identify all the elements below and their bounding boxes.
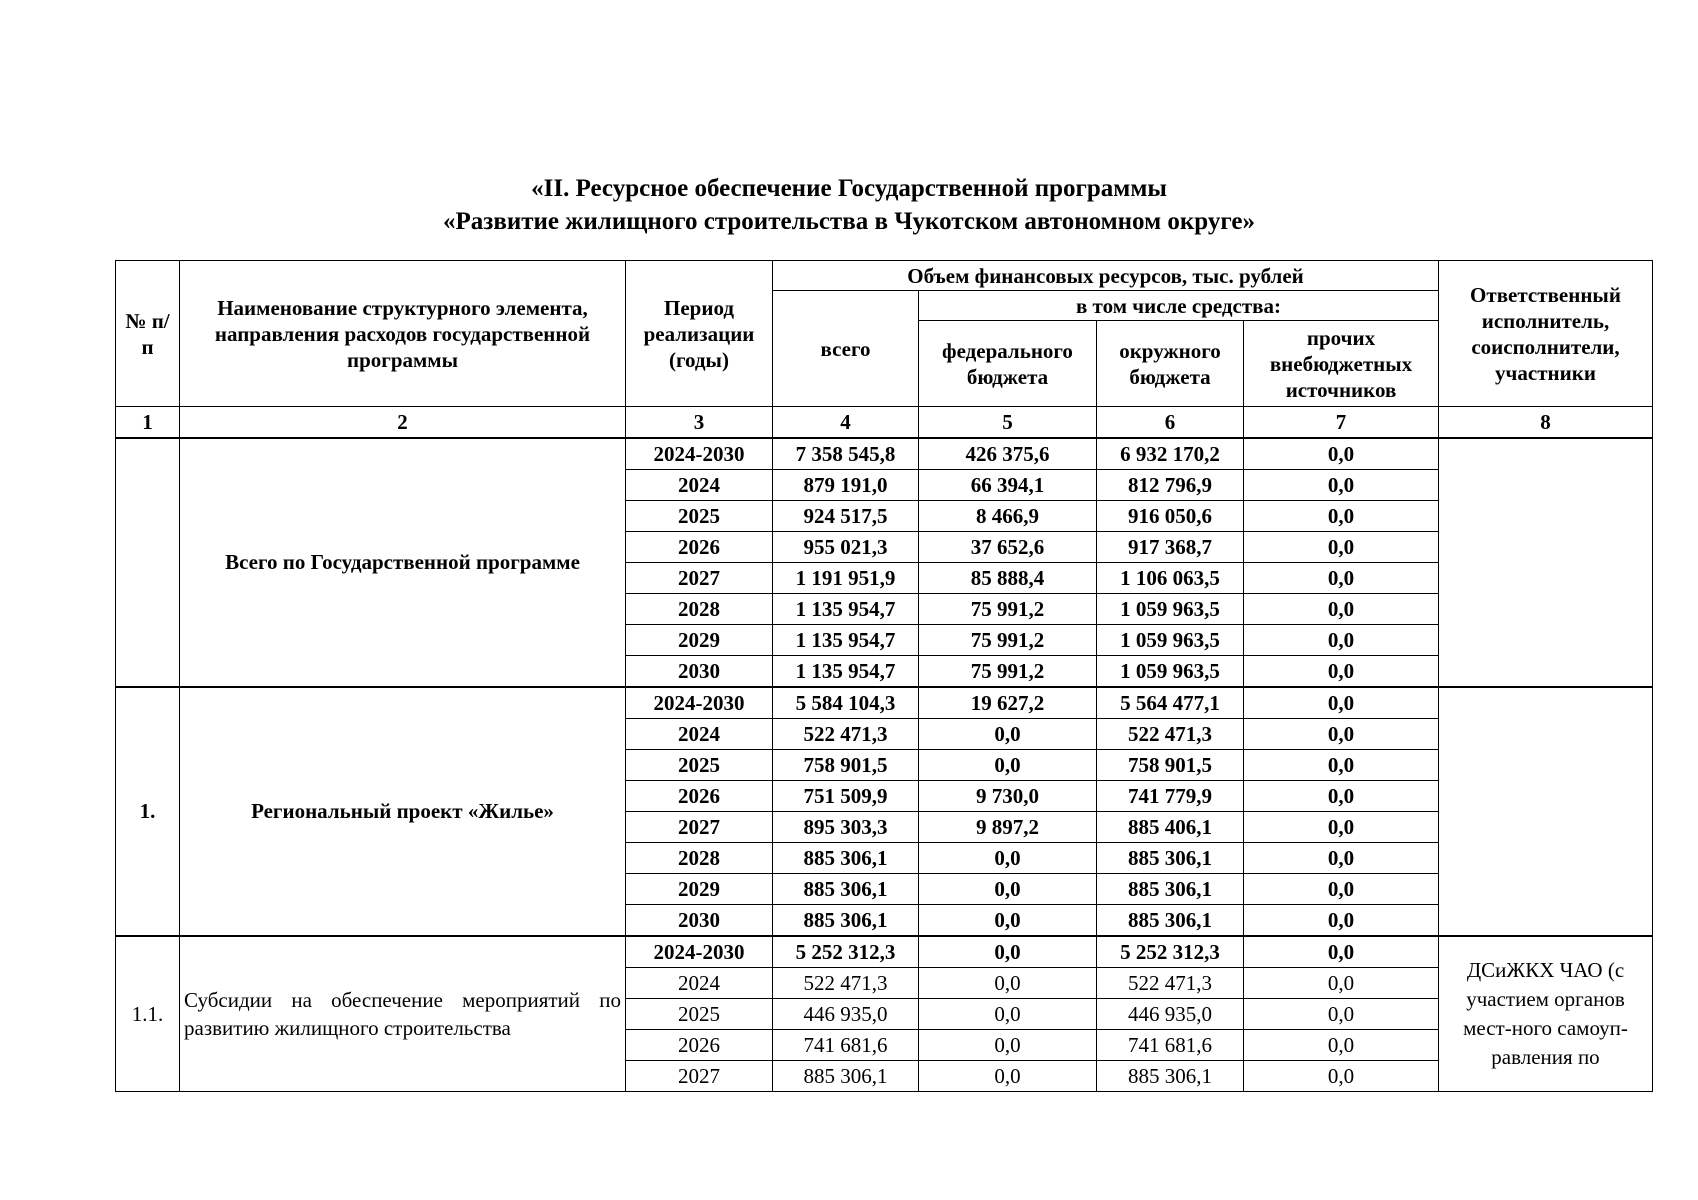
cell-district: 1 059 963,5 [1097,625,1244,656]
cell-total: 758 901,5 [773,750,919,781]
cell-period: 2024-2030 [626,936,773,968]
cell-other: 0,0 [1244,470,1439,501]
col-number: 4 [773,407,919,439]
col-number: 5 [919,407,1097,439]
responsible-executor [1439,687,1653,936]
header-responsible: Ответственный исполнитель, соисполнители, участники [1439,261,1653,407]
cell-federal: 426 375,6 [919,438,1097,470]
cell-district: 916 050,6 [1097,501,1244,532]
cell-federal: 75 991,2 [919,656,1097,688]
responsible-executor: ДСиЖКХ ЧАО (с участием органов мест-ного самоуп-равления по [1439,936,1653,1092]
cell-other: 0,0 [1244,719,1439,750]
cell-period: 2029 [626,625,773,656]
table-body [116,438,1653,1092]
cell-total: 522 471,3 [773,719,919,750]
cell-period: 2026 [626,1030,773,1061]
col-number: 6 [1097,407,1244,439]
col-number: 8 [1439,407,1653,439]
cell-federal: 0,0 [919,750,1097,781]
cell-other: 0,0 [1244,438,1439,470]
cell-other: 0,0 [1244,1061,1439,1092]
cell-district: 446 935,0 [1097,999,1244,1030]
cell-federal: 0,0 [919,843,1097,874]
cell-district: 885 406,1 [1097,812,1244,843]
cell-period: 2030 [626,905,773,937]
cell-other: 0,0 [1244,781,1439,812]
cell-district: 1 059 963,5 [1097,594,1244,625]
cell-other: 0,0 [1244,968,1439,999]
resource-table [115,260,1653,1092]
header-name: Наименование структурного элемента, направления расходов государственной программы [180,261,626,407]
cell-federal: 37 652,6 [919,532,1097,563]
cell-district: 917 368,7 [1097,532,1244,563]
col-number: 1 [116,407,180,439]
title-line-1: «II. Ресурсное обеспечение Государственной программы [531,175,1167,202]
cell-district: 5 564 477,1 [1097,687,1244,719]
cell-other: 0,0 [1244,999,1439,1030]
cell-period: 2024 [626,968,773,999]
cell-period: 2027 [626,1061,773,1092]
cell-district: 522 471,3 [1097,968,1244,999]
cell-other: 0,0 [1244,905,1439,937]
cell-district: 885 306,1 [1097,905,1244,937]
cell-other: 0,0 [1244,563,1439,594]
cell-federal: 0,0 [919,999,1097,1030]
header-total: всего [773,291,919,407]
header-other: прочих внебюджетных источников [1244,321,1439,407]
cell-federal: 19 627,2 [919,687,1097,719]
cell-total: 522 471,3 [773,968,919,999]
col-number: 7 [1244,407,1439,439]
cell-other: 0,0 [1244,750,1439,781]
cell-district: 6 932 170,2 [1097,438,1244,470]
cell-total: 879 191,0 [773,470,919,501]
page-title [0,172,1698,238]
cell-total: 895 303,3 [773,812,919,843]
cell-period: 2026 [626,781,773,812]
cell-district: 885 306,1 [1097,1061,1244,1092]
cell-federal: 85 888,4 [919,563,1097,594]
cell-other: 0,0 [1244,843,1439,874]
column-numbers-row [116,407,1653,439]
title-line-2: «Развитие жилищного строительства в Чукотском автономном округе» [443,208,1255,235]
cell-other: 0,0 [1244,1030,1439,1061]
cell-period: 2028 [626,843,773,874]
structural-element-name: Региональный проект «Жилье» [180,687,626,936]
structural-element-name: Всего по Государственной программе [180,438,626,687]
cell-total: 751 509,9 [773,781,919,812]
cell-district: 812 796,9 [1097,470,1244,501]
cell-total: 885 306,1 [773,874,919,905]
cell-other: 0,0 [1244,656,1439,688]
row-index: 1. [116,687,180,936]
cell-federal: 0,0 [919,905,1097,937]
cell-period: 2028 [626,594,773,625]
cell-federal: 0,0 [919,719,1097,750]
cell-federal: 75 991,2 [919,594,1097,625]
cell-district: 1 106 063,5 [1097,563,1244,594]
cell-district: 758 901,5 [1097,750,1244,781]
cell-period: 2026 [626,532,773,563]
cell-other: 0,0 [1244,936,1439,968]
cell-period: 2025 [626,750,773,781]
cell-total: 1 135 954,7 [773,625,919,656]
cell-period: 2024 [626,719,773,750]
header-district: окружного бюджета [1097,321,1244,407]
cell-total: 7 358 545,8 [773,438,919,470]
cell-district: 522 471,3 [1097,719,1244,750]
row-index: 1.1. [116,936,180,1092]
cell-other: 0,0 [1244,594,1439,625]
cell-other: 0,0 [1244,687,1439,719]
cell-period: 2024-2030 [626,687,773,719]
cell-total: 446 935,0 [773,999,919,1030]
cell-other: 0,0 [1244,625,1439,656]
table-row [116,687,1653,719]
structural-element-name: Субсидии на обеспечение мероприятий по развитию жилищного строительства [180,936,626,1092]
header-including: в том числе средства: [919,291,1439,321]
cell-period: 2025 [626,501,773,532]
cell-period: 2024-2030 [626,438,773,470]
col-number: 3 [626,407,773,439]
responsible-executor [1439,438,1653,687]
cell-total: 5 252 312,3 [773,936,919,968]
cell-other: 0,0 [1244,532,1439,563]
cell-federal: 0,0 [919,874,1097,905]
cell-period: 2025 [626,999,773,1030]
cell-total: 885 306,1 [773,1061,919,1092]
cell-total: 741 681,6 [773,1030,919,1061]
cell-total: 924 517,5 [773,501,919,532]
cell-district: 741 681,6 [1097,1030,1244,1061]
cell-district: 741 779,9 [1097,781,1244,812]
cell-district: 885 306,1 [1097,843,1244,874]
cell-federal: 75 991,2 [919,625,1097,656]
cell-total: 885 306,1 [773,843,919,874]
cell-federal: 66 394,1 [919,470,1097,501]
cell-federal: 9 897,2 [919,812,1097,843]
cell-federal: 0,0 [919,1030,1097,1061]
cell-other: 0,0 [1244,501,1439,532]
cell-period: 2027 [626,563,773,594]
table-row [116,438,1653,470]
cell-district: 5 252 312,3 [1097,936,1244,968]
header-federal: федерального бюджета [919,321,1097,407]
header-period: Период реализации (годы) [626,261,773,407]
cell-period: 2027 [626,812,773,843]
row-index [116,438,180,687]
cell-district: 1 059 963,5 [1097,656,1244,688]
cell-federal: 9 730,0 [919,781,1097,812]
cell-total: 1 135 954,7 [773,594,919,625]
cell-period: 2029 [626,874,773,905]
cell-total: 955 021,3 [773,532,919,563]
cell-total: 885 306,1 [773,905,919,937]
table-row [116,936,1653,968]
col-number: 2 [180,407,626,439]
cell-federal: 8 466,9 [919,501,1097,532]
cell-federal: 0,0 [919,936,1097,968]
cell-total: 1 135 954,7 [773,656,919,688]
cell-total: 5 584 104,3 [773,687,919,719]
header-num: № п/п [116,261,180,407]
header-volume: Объем финансовых ресурсов, тыс. рублей [773,261,1439,291]
cell-total: 1 191 951,9 [773,563,919,594]
cell-district: 885 306,1 [1097,874,1244,905]
cell-period: 2030 [626,656,773,688]
cell-federal: 0,0 [919,968,1097,999]
cell-other: 0,0 [1244,874,1439,905]
cell-period: 2024 [626,470,773,501]
cell-other: 0,0 [1244,812,1439,843]
cell-federal: 0,0 [919,1061,1097,1092]
